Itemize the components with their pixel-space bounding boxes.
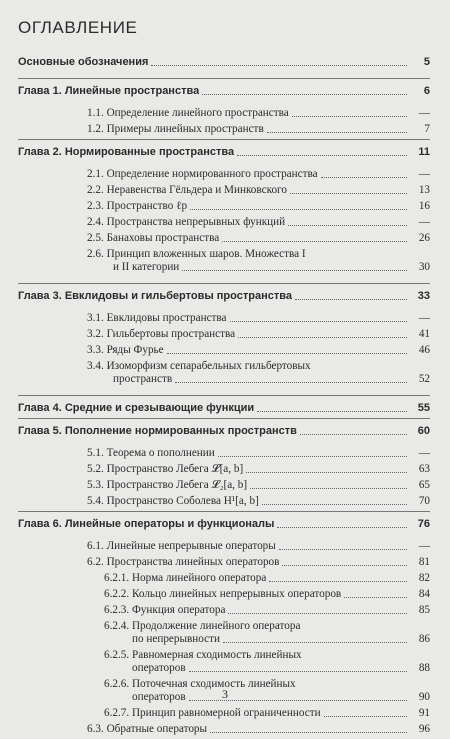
leader-dots <box>182 270 407 271</box>
toc-entry[interactable] <box>18 707 430 720</box>
toc-page-number: 41 <box>418 328 430 340</box>
toc-chapter[interactable] <box>18 56 430 69</box>
toc-entry-title: 6.2.1. Норма линейного оператора <box>104 572 267 584</box>
toc-entry[interactable] <box>18 261 430 274</box>
toc-page-number: 52 <box>418 373 430 385</box>
toc-page-number: 86 <box>418 633 430 645</box>
toc-page-number: 88 <box>418 662 430 674</box>
toc-page-number: 26 <box>418 232 430 244</box>
toc-entry[interactable] <box>18 232 430 245</box>
toc-entry-title: 3.1. Евклидовы пространства <box>87 312 227 324</box>
toc-entry-title: 2.3. Пространство ℓp <box>87 200 188 212</box>
toc-entry-title: 6.2.2. Кольцо линейных непрерывных операторов <box>104 588 342 600</box>
toc-page-number: 82 <box>418 572 430 584</box>
leader-dots <box>257 411 407 412</box>
toc-page-number: 46 <box>418 344 430 356</box>
leader-dots <box>288 225 407 226</box>
toc-entry[interactable] <box>18 107 430 120</box>
toc-page-number: 81 <box>418 556 430 568</box>
leader-dots <box>344 597 407 598</box>
toc-entry-title: 6.2. Пространства линейных операторов <box>87 556 280 568</box>
toc-page-number: 6 <box>423 85 430 97</box>
toc-entry-title: операторов <box>132 662 186 674</box>
toc-chapter[interactable] <box>18 518 430 531</box>
leader-dots <box>250 488 407 489</box>
page-number: 3 <box>222 687 228 701</box>
toc-chapter[interactable] <box>18 290 430 303</box>
toc-entry-title: Глава 1. Линейные пространства <box>18 85 200 97</box>
toc-page-number: 65 <box>418 479 430 491</box>
toc-entry[interactable] <box>18 184 430 197</box>
leader-dots <box>175 382 407 383</box>
toc-entry-title: 2.2. Неравенства Гёльдера и Минковского <box>87 184 287 196</box>
toc-entry[interactable] <box>18 312 430 325</box>
toc-entry[interactable] <box>18 540 430 553</box>
leader-dots <box>321 177 407 178</box>
toc-entry-title: 1.1. Определение линейного пространства <box>87 107 289 119</box>
leader-dots <box>237 155 407 156</box>
toc-page-number: 16 <box>418 200 430 212</box>
leader-dots <box>230 321 407 322</box>
toc-entry-title: 5.3. Пространство Лебега 𝓛₂[a, b] <box>87 479 248 491</box>
leader-dots <box>277 527 407 528</box>
toc-entry[interactable] <box>18 200 430 213</box>
leader-dots <box>262 504 407 505</box>
toc-entry[interactable] <box>18 216 430 229</box>
toc-entry-title: Глава 2. Нормированные пространства <box>18 146 235 158</box>
leader-dots <box>246 472 407 473</box>
leader-dots <box>292 116 407 117</box>
toc-entry-first-line: 6.2.5. Равномерная сходимость линейных <box>104 649 302 661</box>
toc-entry-title: Основные обозначения <box>18 56 149 68</box>
toc-entry[interactable] <box>18 723 430 736</box>
toc-entry-title: 3.2. Гильбертовы пространства <box>87 328 236 340</box>
toc-entry-title: 2.1. Определение нормированного пространства <box>87 168 318 180</box>
toc-page-number: 90 <box>418 691 430 703</box>
leader-dots <box>189 671 407 672</box>
toc-page-number: — <box>418 447 430 459</box>
toc-entry[interactable] <box>18 556 430 569</box>
toc-entry-title: 1.2. Примеры линейных пространств <box>87 123 264 135</box>
toc-entry[interactable] <box>18 588 430 601</box>
toc-entry-title: 3.3. Ряды Фурье <box>87 344 164 356</box>
toc-page-number: 70 <box>418 495 430 507</box>
toc-entry-title: 5.2. Пространство Лебега 𝓛[a, b] <box>87 463 244 475</box>
leader-dots <box>228 613 407 614</box>
toc-page-number: 76 <box>417 518 430 530</box>
toc-entry-title: Глава 6. Линейные операторы и функционалы <box>18 518 275 530</box>
toc-page-number: 96 <box>418 723 430 735</box>
toc-page-number: 84 <box>418 588 430 600</box>
leader-dots <box>222 241 407 242</box>
toc-entry-title: 6.2.3. Функция оператора <box>104 604 226 616</box>
leader-dots <box>282 565 407 566</box>
toc-entry-title: 6.1. Линейные непрерывные операторы <box>87 540 276 552</box>
toc-page-number: — <box>418 312 430 324</box>
toc-entry-title: Глава 3. Евклидовы и гильбертовы пространства <box>18 290 292 302</box>
toc-page-number: — <box>418 540 430 552</box>
toc-entry[interactable] <box>18 662 430 675</box>
toc-entry-title: 6.3. Обратные операторы <box>87 723 208 735</box>
toc-entry-title: операторов <box>132 691 186 703</box>
toc-entry-first-line: 2.6. Принцип вложенных шаров. Множества I <box>87 248 306 260</box>
toc-entry-title: пространств <box>113 373 173 385</box>
leader-dots <box>223 642 407 643</box>
toc-entry[interactable] <box>18 344 430 357</box>
toc-entry[interactable] <box>18 168 430 181</box>
leader-dots <box>238 337 407 338</box>
toc-entry-first-line: 6.2.4. Продолжение линейного оператора <box>104 620 301 632</box>
toc-page-number: 7 <box>424 123 430 135</box>
toc-page-number: 60 <box>417 425 430 437</box>
toc-page-number: 85 <box>418 604 430 616</box>
toc-page-number: 33 <box>417 290 430 302</box>
leader-dots <box>202 94 407 95</box>
toc-entry[interactable] <box>18 463 430 476</box>
leader-dots <box>279 549 407 550</box>
toc-entry-title: и II категории <box>113 261 180 273</box>
leader-dots <box>295 299 407 300</box>
toc-page-number: 63 <box>418 463 430 475</box>
toc-entry[interactable] <box>18 604 430 617</box>
toc-entry[interactable] <box>18 479 430 492</box>
toc-page-number: 13 <box>418 184 430 196</box>
toc-page-number: 30 <box>418 261 430 273</box>
toc-chapter[interactable] <box>18 425 430 438</box>
toc-entry[interactable] <box>18 633 430 646</box>
toc-page-number: — <box>418 216 430 228</box>
toc-page-number: 5 <box>423 56 430 68</box>
leader-dots <box>167 353 407 354</box>
toc-entry-first-line: 3.4. Изоморфизм сепарабельных гильбертовых <box>87 360 311 372</box>
leader-dots <box>210 732 407 733</box>
leader-dots <box>190 209 407 210</box>
toc-page-number: 91 <box>418 707 430 719</box>
leader-dots <box>290 193 407 194</box>
toc-chapter[interactable] <box>18 146 430 159</box>
toc-entry[interactable] <box>18 572 430 585</box>
table-of-contents <box>18 56 430 739</box>
toc-entry-title: 5.4. Пространство Соболева H¹[a, b] <box>87 495 259 507</box>
toc-page-number: — <box>418 168 430 180</box>
toc-entry-title: 6.2.7. Принцип равномерной ограниченности <box>104 707 321 719</box>
toc-entry[interactable] <box>18 123 430 136</box>
leader-dots <box>218 456 407 457</box>
leader-dots <box>151 65 407 66</box>
toc-page-number: 11 <box>418 146 430 158</box>
toc-entry[interactable] <box>18 495 430 508</box>
toc-entry-title: по непрерывности <box>132 633 220 645</box>
toc-chapter[interactable] <box>18 402 430 415</box>
toc-entry-title: Глава 5. Пополнение нормированных пространств <box>18 425 297 437</box>
toc-entry-title: 2.4. Пространства непрерывных функций <box>87 216 286 228</box>
toc-chapter[interactable] <box>18 85 430 98</box>
leader-dots <box>300 434 407 435</box>
leader-dots <box>267 132 407 133</box>
toc-entry[interactable] <box>18 328 430 341</box>
toc-entry-title: 2.5. Банаховы пространства <box>87 232 220 244</box>
toc-entry-first-line: 6.2.6. Поточечная сходимость линейных <box>104 678 296 690</box>
toc-entry-title: 5.1. Теорема о пополнении <box>87 447 215 459</box>
toc-page-number: — <box>418 107 430 119</box>
toc-entry[interactable] <box>18 447 430 460</box>
toc-entry[interactable] <box>18 373 430 386</box>
leader-dots <box>269 581 407 582</box>
toc-entry-title: Глава 4. Средние и срезывающие функции <box>18 402 255 414</box>
page-heading: ОГЛАВЛЕНИЕ <box>18 18 138 37</box>
toc-page-number: 55 <box>417 402 430 414</box>
